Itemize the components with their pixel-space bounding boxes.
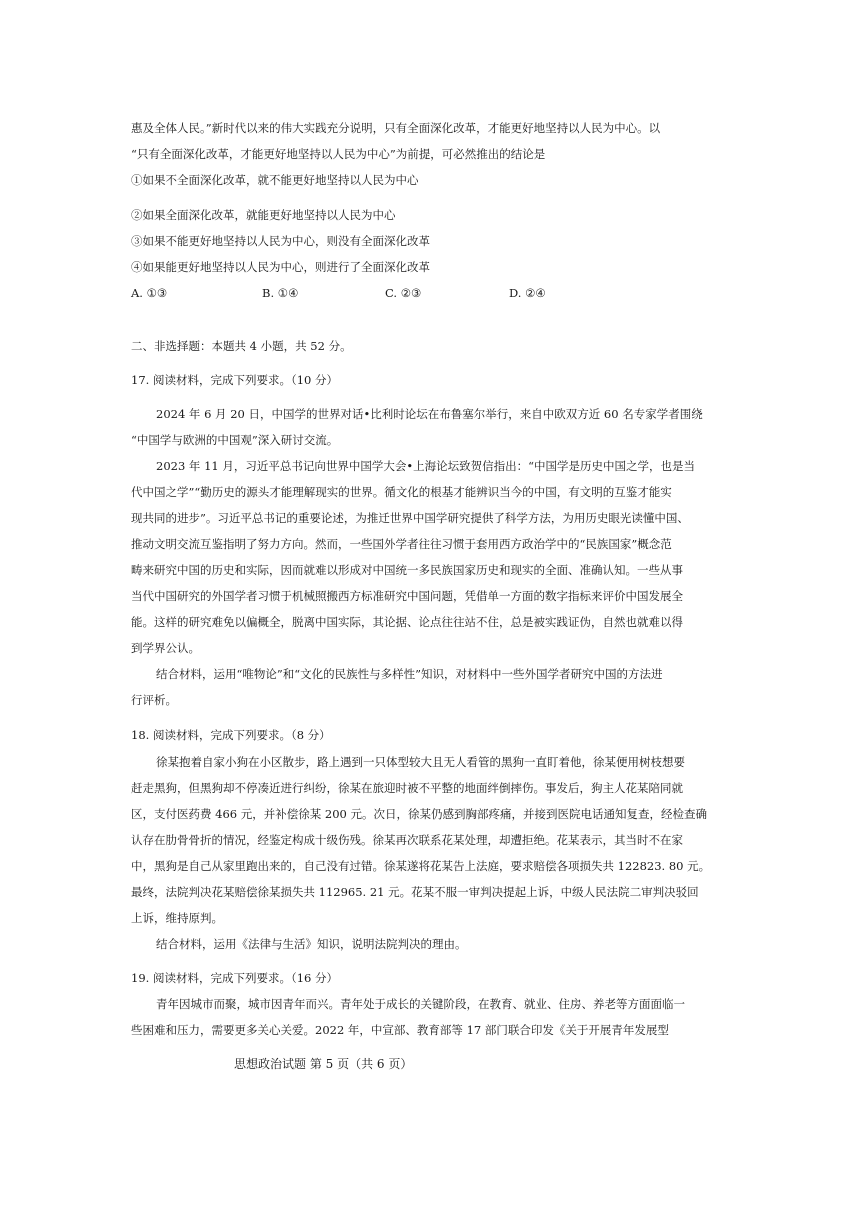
q17-task-line-1: 结合材料，运用“唯物论”和“文化的民族性与多样性”知识，对材料中一些外国学者研究中国的方法进 bbox=[156, 667, 663, 681]
q17-line-2: “中国学与欧洲的中国观”深入研讨交流。 bbox=[131, 433, 339, 447]
option-b: B. ①④ bbox=[262, 286, 299, 300]
q17-title: 17. 阅读材料，完成下列要求。（10 分） bbox=[131, 373, 338, 387]
option-a: A. ①③ bbox=[131, 286, 168, 300]
section-heading: 二、非选择题：本题共 4 小题，共 52 分。 bbox=[131, 339, 352, 353]
q17-line-7: 畴来研究中国的历史和实际，因而就难以形成对中国统一多民族国家历史和现实的全面、准确认知。一些从事 bbox=[131, 563, 683, 577]
q19-line-1: 青年因城市而聚，城市因青年而兴。青年处于成长的关键阶段，在教育、就业、住房、养老等方面面临一 bbox=[156, 997, 685, 1011]
q17-line-4: 代中国之学”“勤历史的源头才能理解现实的世界。循文化的根基才能辨识当今的中国，有文明的互鉴才能实 bbox=[131, 485, 672, 499]
option-d: D. ②④ bbox=[509, 286, 546, 300]
q18-line-2: 赶走黑狗，但黑狗却不停凑近进行纠纷，徐某在旅迎时被不平整的地面绊倒摔伤。事发后，狗主人花某陪同就 bbox=[131, 781, 683, 795]
q16-line-2: “只有全面深化改革，才能更好地坚持以人民为中心”为前提，可必然推出的结论是 bbox=[131, 147, 546, 161]
q17-line-6: 推动文明交流互鉴指明了努力方向。然而，一些国外学者往往习惯于套用西方政治学中的“民族国家”概念范 bbox=[131, 537, 672, 551]
q17-line-10: 到学界公认。 bbox=[131, 641, 200, 655]
q16-statement-1: ①如果不全面深化改革，就不能更好地坚持以人民为中心 bbox=[131, 173, 419, 187]
q19-title: 19. 阅读材料，完成下列要求。（16 分） bbox=[131, 971, 338, 985]
q18-task-line: 结合材料，运用《法律与生活》知识，说明法院判决的理由。 bbox=[156, 937, 467, 951]
q16-options bbox=[131, 288, 591, 302]
q18-line-1: 徐某抱着自家小狗在小区散步，路上遇到一只体型较大且无人看管的黑狗一直盯着他，徐某便用树枝想要 bbox=[156, 755, 685, 769]
q18-line-7: 上诉，维持原判。 bbox=[131, 911, 223, 925]
q18-title: 18. 阅读材料，完成下列要求。（8 分） bbox=[131, 728, 331, 742]
page-footer: 思想政治试题 第 5 页（共 6 页） bbox=[234, 1057, 413, 1071]
q19-line-2: 些困难和压力，需要更多关心关爱。2022 年，中宣部、教育部等 17 部门联合印发《关于开展青年发展型 bbox=[131, 1023, 669, 1037]
q18-line-5: 中，黑狗是自己从家里跑出来的，自己没有过错。徐某遂将花某告上法庭，要求赔偿各项损失共 122823. 80 元。 bbox=[131, 859, 711, 873]
q17-line-5: 现共同的进步”。习近平总书记的重要论述，为推迁世界中国学研究提供了科学方法，为用历史眼光读懂中国、 bbox=[131, 511, 689, 525]
q17-line-1: 2024 年 6 月 20 日，中国学的世界对话•比利时论坛在布鲁塞尔举行，来自中欧双方近 60 名专家学者围绕 bbox=[156, 407, 703, 421]
q16-statement-3: ③如果不能更好地坚持以人民为中心，则没有全面深化改革 bbox=[131, 234, 430, 248]
q16-statement-4: ④如果能更好地坚持以人民为中心，则进行了全面深化改革 bbox=[131, 260, 430, 274]
q18-line-4: 认存在肋骨骨折的情况，经鉴定构成十级伤残。徐某再次联系花某处理，却遭拒绝。花某表示，其当时不在家 bbox=[131, 833, 683, 847]
q16-statement-2: ②如果全面深化改革，就能更好地坚持以人民为中心 bbox=[131, 208, 396, 222]
q17-line-9: 能。这样的研究难免以偏概全，脱离中国实际，其论据、论点往往站不住，总是被实践证伪，自然也就难以得 bbox=[131, 615, 683, 629]
q17-task-line-2: 行评析。 bbox=[131, 693, 177, 707]
q16-line-1: 惠及全体人民。”新时代以来的伟大实践充分说明，只有全面深化改革，才能更好地坚持以人民为中心。以 bbox=[131, 121, 661, 135]
q18-line-6: 最终，法院判决花某赔偿徐某损失共 112965. 21 元。花某不服一审判决提起上诉，中级人民法院二审判决驳回 bbox=[131, 885, 699, 899]
option-c: C. ②③ bbox=[385, 286, 422, 300]
q17-line-3: 2023 年 11 月，习近平总书记向世界中国学大会•上海论坛致贺信指出：“中国学是历史中国之学，也是当 bbox=[156, 459, 696, 473]
q17-line-8: 当代中国研究的外国学者习惯于机械照搬西方标准研究中国问题，凭借单一方面的数字指标来评价中国发展全 bbox=[131, 589, 683, 603]
q18-line-3: 区，支付医药费 466 元，并补偿徐某 200 元。次日，徐某仍感到胸部疼痛，并接到医院电话通知复查，经检查确 bbox=[131, 807, 708, 821]
